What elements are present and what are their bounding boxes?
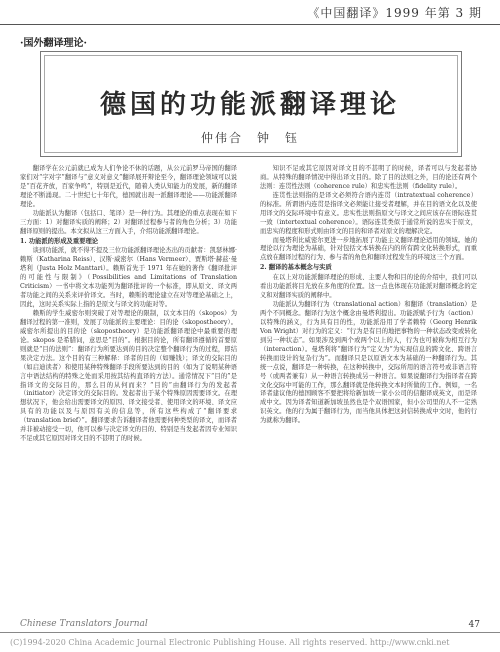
- paragraph: 而曼塔利比威密尔更进一步地拓展了功能主义翻译理论适用的领域。她的理论以行为理论为基础，针对包括文本转换在内的所有跨文化转换形式，而重点放在翻译过程的行为、参与者的角色和翻译过程发生的环境这三个方面。: [260, 236, 477, 262]
- paragraph: 知识不足或其它原因对译文目的不甚明了的时候，译者可以与发起者协商。从特殊的翻译情况中得出译文目的。除了目的法则之外，目的论还有两个法则：连贯性法则（coherence rule）和忠实性法则（fidelity rule）。: [260, 165, 477, 190]
- section-heading: 2. 翻译的基本概念与实质: [260, 264, 332, 272]
- article-title: 德国的功能派翻译理论: [99, 90, 400, 120]
- left-column: [20, 165, 237, 444]
- paragraph: 翻译学在公元前就已成为人们争论不休的话题，从公元前罗马帝国的翻译家们对“字对字”翻译与“意义对意义”翻译展开辩论至今，翻译理论领域可以说是“百花齐放，百家争鸣”，特别是近代，随着人类认知能力的发展，新的翻译理论不断涌现。二十世纪七十年代，德国就出现一派翻译理论——功能派翻译理论。: [20, 165, 237, 208]
- section-heading: 1. 功能派的形成及重要理论: [20, 237, 99, 245]
- paragraph: 谈到功能派，就不得不提及三位功能派翻译理论杰出的贡献者：凯瑟林娜·赖斯（Katharina Reiss）、汉斯·威密尔（Hans Vermeer）、贾斯塔·赫兹·曼塔利（Justa Holz Manttari）。赖斯首先于 1971 年在她的著作《翻译批评的可能性与限制》（Possibilities and Limitations of Translation Criticism）一书中将文本功能列为翻译批评的一个标准，即从原文、译文两者功能之间的关系来评价译文。当时，赖斯的理论建立在对等理论基础之上，因此，这时关系实际上指的是原文与译文的功能对等。: [20, 247, 237, 309]
- section-label: ·国外翻译理论·: [20, 38, 87, 49]
- article-authors: 仲伟合 钟 钰: [200, 131, 299, 145]
- paragraph: 连贯性法则指的是译文必须符合语内连贯（intratextual coherence）的标准。所谓语内连贯是指译文必须能让接受者理解，并在目的语文化以及使用译文的交际环境中有意义。忠实性法则指原文与译文之间应该存在语际连贯一致（intertextual coherence）。语际连贯类似于通常所说的忠实于原文，而忠实的程度和形式则由译文的目的和译者对原文的理解决定。: [260, 191, 477, 235]
- footer-divider: [0, 632, 500, 633]
- paragraph: 在以上对功能派翻译理论的形成、主要人物和目的论的介绍中，我们可以看出功能派将目光放在多角度的位置。这一点也体现在功能派对翻译概念的定义和对翻译实质的阐释中。: [260, 274, 477, 300]
- paragraph: 赖斯的学生威密尔则突破了对等理论的限制，以文本目的（skopos）为翻译过程的第一准则，发展了功能派的主要理论：目的论（skopostheory）。威密尔所提出的目的论（skopostheory）是功能派翻译理论中最重要的理论。skopos 是希腊词，意思是“目的”。根据目的论，所有翻译遵循的首要原则就是“目的法则”：翻译行为所要达到的目的决定整个翻译行为的过程，即结果决定方法。这个目的有三种解释：译者的目的（如赚钱）；译文的交际目的（如启迪读者）和使用某种特殊翻译手段所要达到的目的（如为了说明某种语言中语法结构的特殊之处而采用按其结构直译的方法）。通常情况下“目的”是指译文的交际目的，那么目的从何而来？“目的”由翻译行为的发起者（initiator）决定译文的交际目的。发起者出于某个特殊原因需要译文。在理想状况下，他会给出需要译文的原因、译文接受者、使用译文的环境、译文应具有的功能以及与原因有关的信息等，所有这些构成了“翻译要求（translation brief）”。翻译要求告诉翻译者他需要何种类型的译文，而译者并非被动接受一切，他可以参与决定译文的目的、特别是当发起者因专业知识不足或其它原因对译文目的不甚明了的时候。: [20, 310, 237, 443]
- page-number: 47: [468, 620, 480, 630]
- paragraph: 功能派认为翻译（包括口、笔译）是一种行为。其理论的重点表现在如下三方面：1）对翻译实质的阐释；2）对翻译过程参与者的角色分析；3）功能翻译原则的提出。本文拟从这三方面入手，介绍功能派翻译理论。: [20, 209, 237, 235]
- copyright-notice: (C)1994-2020 China Academic Journal Electronic Publishing House. All rights reserved. http://www.cnki.net: [10, 638, 450, 647]
- journal-logo: Chinese Translators Journal: [20, 619, 148, 629]
- paragraph: 功能派认为翻译行为（translational action）和翻译（translation）是两个不同概念。翻译行为这个概念由曼塔利提出。功能派赋予行为（action）以特殊的涵义，行为具有目的性，功能派沿用了学者赖特（Georg Henrik Von Wright）对行为的定义：“行为是有目的地把事物的一种状态改变或转化到另一种状态”。如果涉及到两个或两个以上的人，行为也可被称为相互行为（interaction）。曼塔利将“翻译行为”定义为“为实现信息的跨文化、跨语言转换而设计的复杂行为”。而翻译只是以原语文本为基础的一种翻译行为。其统一点说，翻译是一种转换，在这种转换中，交际所用的语言符号或非语言符号（或两者兼有）从一种语言转换成另一种语言。如果说翻译行为指译者在跨文化交际中可能的工作，那么翻译就是他转换文本时所做的工作。例如，一名译者建议他的德国顾客不要把将给新加坡一家小公司的信翻译成英文，而是译成中文。因为译者知道新加坡虽然也是个双语国家，但小公司里的人不一定熟识英文。他的行为属于翻译行为，而当他具体把这封信转换成中文时，他的行为就称为翻译。: [260, 301, 477, 425]
- right-column: [260, 165, 477, 426]
- header-divider: [0, 24, 500, 25]
- journal-header: 《中国翻译》1999 年第 3 期: [307, 6, 482, 20]
